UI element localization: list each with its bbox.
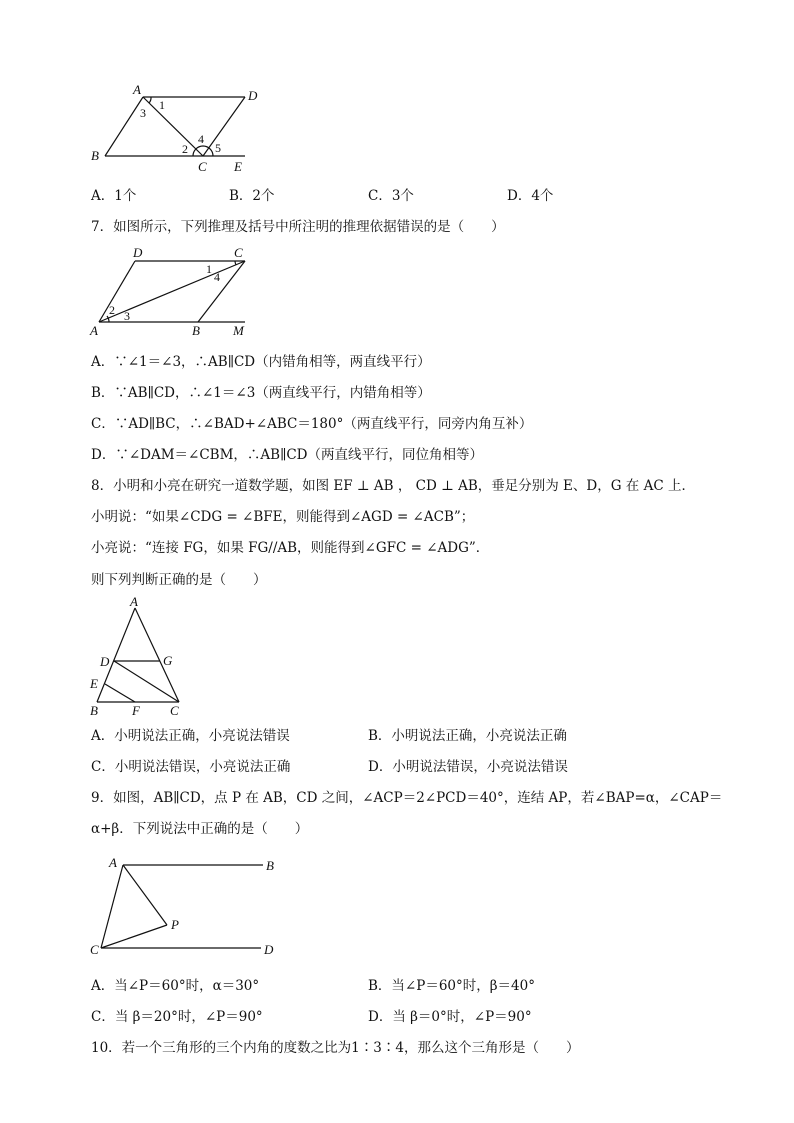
angle-arc-a [149, 97, 151, 103]
q6-option-d: D．4个 [507, 188, 554, 204]
figure-q9 [85, 848, 285, 964]
q9-option-c: C．当 β＝20°时，∠P＝90° [91, 1009, 263, 1025]
label-G: G [163, 653, 173, 668]
q9-stem-2: α+β．下列说法中正确的是（ ） [91, 821, 309, 837]
label-B: B [266, 858, 274, 873]
label-D: D [133, 245, 143, 260]
q6-option-c: C．3个 [368, 188, 414, 204]
segment-ac [143, 97, 203, 156]
q7-option-b: B．∵AB∥CD，∴∠1＝∠3（两直线平行，内错角相等） [91, 385, 431, 401]
q7-option-a: A．∵∠1＝∠3，∴AB∥CD（内错角相等，两直线平行） [91, 354, 431, 370]
label-D: D [264, 942, 274, 957]
angle-label-3: 3 [140, 106, 146, 120]
q9-stem: 9．如图，AB∥CD，点 P 在 AB，CD 之间，∠ACP＝2∠PCD＝40°，连结 AP，若∠BAP=α，∠CAP＝ [91, 790, 723, 806]
q8-xiaoming: 小明说：“如果∠CDG = ∠BFE，则能得到∠AGD = ∠ACB”； [91, 509, 475, 525]
segment-pc [101, 925, 167, 948]
label-E: E [234, 159, 242, 174]
label-F: F [132, 703, 140, 718]
segment-ab [105, 97, 143, 156]
label-M: M [233, 323, 244, 338]
angle-arc-c [193, 146, 213, 156]
label-C: C [234, 245, 243, 260]
figure-q6 [85, 82, 265, 177]
label-B: B [91, 148, 99, 163]
segment-ac [99, 261, 245, 322]
angle-label-2: 2 [109, 303, 115, 317]
q8-option-c: C．小明说法错误，小亮说法正确 [91, 759, 291, 775]
label-C: C [90, 942, 99, 957]
label-A: A [109, 855, 117, 870]
q6-option-a: A．1个 [91, 188, 137, 204]
label-A: A [130, 594, 138, 609]
q7-option-d: D．∵∠DAM＝∠CBM，∴AB∥CD（两直线平行，同位角相等） [91, 447, 483, 463]
q9-option-a: A．当∠P＝60°时，α＝30° [91, 978, 260, 994]
q8-option-d: D．小明说法错误，小亮说法错误 [368, 759, 568, 775]
label-B: B [192, 323, 200, 338]
label-P: P [171, 917, 179, 932]
angle-label-3: 3 [124, 309, 130, 323]
segment-ac [101, 865, 123, 948]
label-C: C [170, 703, 179, 718]
q8-option-a: A．小明说法正确，小亮说法错误 [91, 728, 290, 744]
label-A: A [90, 323, 98, 338]
q8-xiaoliang: 小亮说：“连接 FG，如果 FG//AB，则能得到∠GFC = ∠ADG”． [91, 540, 490, 556]
q7-stem: 7．如图所示，下列推理及括号中所注明的推理依据错误的是（ ） [91, 219, 505, 235]
label-E: E [90, 676, 98, 691]
angle-label-2: 2 [182, 142, 188, 156]
segment-ef [105, 684, 135, 702]
angle-label-5: 5 [215, 141, 221, 155]
q7-option-c: C．∵AD∥BC，∴∠BAD+∠ABC＝180°（两直线平行，同旁内角互补） [91, 416, 533, 432]
angle-label-1: 1 [206, 262, 212, 276]
q6-option-b: B．2个 [229, 188, 275, 204]
label-B: B [90, 703, 98, 718]
angle-label-4: 4 [198, 132, 204, 146]
q8-question: 则下列判断正确的是（ ） [91, 572, 267, 588]
figure-q8 [85, 594, 195, 720]
label-A: A [133, 82, 141, 97]
figure-q7 [85, 244, 265, 340]
segment-cd [203, 97, 245, 156]
label-D: D [100, 654, 110, 669]
segment-ap [123, 865, 167, 925]
q9-option-b: B．当∠P＝60°时，β＝40° [368, 978, 535, 994]
q8-option-b: B．小明说法正确，小亮说法正确 [368, 728, 567, 744]
q9-option-d: D．当 β＝0°时，∠P＝90° [368, 1009, 532, 1025]
label-D: D [248, 88, 258, 103]
q8-stem: 8．小明和小亮在研究一道数学题，如图 EF ⊥ AB ， CD ⊥ AB，垂足分别为 E、D，G 在 AC 上． [91, 478, 695, 494]
angle-arc-c [235, 261, 236, 265]
angle-label-1: 1 [159, 98, 165, 112]
label-C: C [198, 159, 207, 174]
angle-label-4: 4 [214, 270, 220, 284]
q10-stem: 10．若一个三角形的三个内角的度数之比为1∶3∶4，那么这个三角形是（ ） [91, 1040, 580, 1056]
